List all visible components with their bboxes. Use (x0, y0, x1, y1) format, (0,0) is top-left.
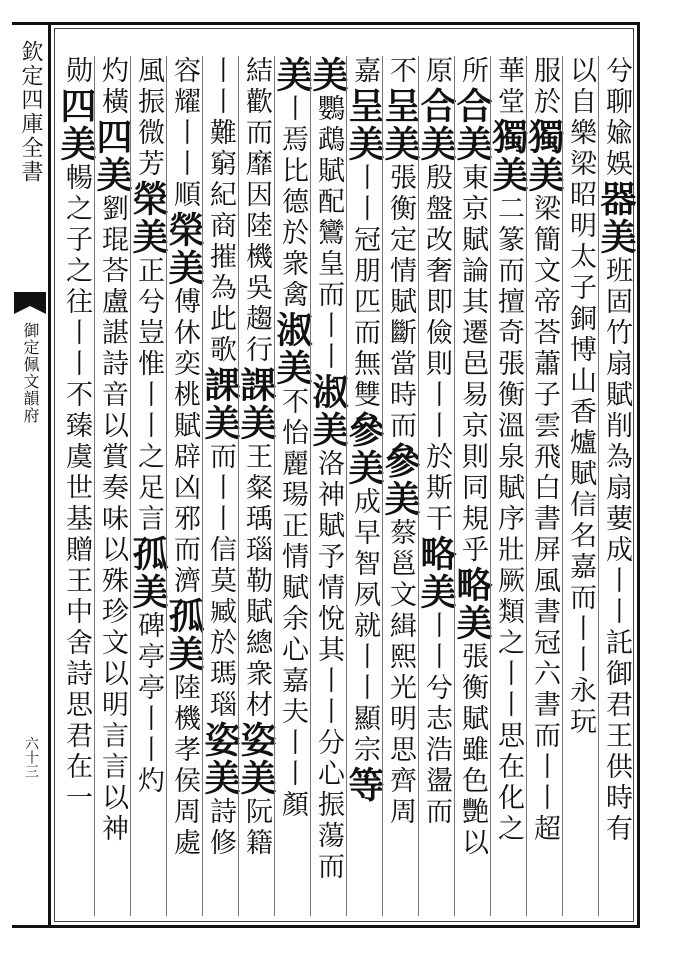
column-text: 班固竹扇賦削為扇葽成丨丨託御君王供時有 (601, 256, 632, 845)
column-text: 梁昭明太子銅博山香爐賦信名嘉而丨丨永玩 (565, 149, 596, 738)
headword: 榮美 (163, 211, 205, 287)
column-text: 風振微芳 (133, 56, 164, 180)
column-text: 暢之子之往丨丨不臻虞世基贈王中舍詩思君在一 (61, 163, 92, 814)
column-text: 不怡麗瑒正情賦余心嘉夫丨丨顏 (277, 387, 308, 821)
column-text: 丨焉比德於衆禽 (277, 94, 308, 311)
column-text: 張衡定情賦斷當時而 (385, 163, 416, 442)
headword: 淑美 (271, 311, 313, 387)
text-column (487, 56, 529, 916)
column-text: 東京賦論其遷邑易京則同規乎 (457, 163, 488, 566)
column-text: 嘉 (349, 56, 380, 87)
text-column (235, 56, 277, 916)
headword: 美 (307, 56, 349, 94)
column-text: 結歡而靡因陸機吳趨行 (241, 56, 272, 366)
headword: 孤美 (127, 535, 169, 611)
headword: 四美 (91, 118, 133, 194)
column-text: 不 (385, 56, 416, 87)
column-text: 梁簡文帝荅蕭子雲飛白書屏風書冠六書而丨丨超 (529, 194, 560, 845)
column-text: 服於 (529, 56, 560, 118)
headword: 獨美 (523, 118, 565, 194)
text-column (271, 56, 313, 916)
text-column (562, 56, 598, 916)
text-column (163, 56, 205, 916)
text-column (55, 56, 97, 916)
column-text: 陸機孝侯周處 (169, 673, 200, 859)
column-text: 所 (457, 56, 488, 87)
column-text: 勋 (61, 56, 92, 87)
headword: 呈美 (343, 87, 385, 163)
column-text: 王粲瑀瑙勒賦總衆材 (241, 442, 272, 721)
headword: 課美 (235, 366, 277, 442)
text-column (127, 56, 169, 916)
column-text: 丨丨難窮紀商摧為此歌 (205, 56, 236, 366)
text-column (343, 56, 385, 916)
text-column (199, 56, 241, 916)
text-column (523, 56, 565, 916)
column-text: 蔡邕文緝熙光明思齊周 (385, 518, 416, 828)
page-number: 六十三 (23, 736, 39, 778)
column-text: 兮聊婾娛 (601, 56, 632, 180)
headword: 姿美 (235, 721, 277, 797)
headword: 合美 (451, 87, 493, 163)
column-text: 二篆而擅奇張衡溫泉賦序壯厥類之丨丨思在化之 (493, 194, 524, 845)
headword: 等 (343, 766, 385, 804)
headword: 課美 (199, 366, 241, 442)
headword: 呈美 (379, 87, 421, 163)
text-columns (55, 56, 637, 916)
column-text: 華堂 (493, 56, 524, 118)
column-text: 正兮豈惟丨丨之足言 (133, 256, 164, 535)
headword: 參美 (343, 411, 385, 487)
headword: 榮美 (127, 180, 169, 256)
column-text: 劉琨荅盧諶詩音以賞奏味以殊珍文以明言言以神 (97, 194, 128, 845)
text-column (595, 56, 637, 916)
column-text: 洛神賦予情悅其丨丨分心振蕩而 (313, 449, 344, 883)
column-text: 詩修 (205, 797, 236, 859)
column-text: 容耀丨丨順 (169, 56, 200, 211)
headword: 器美 (595, 180, 637, 256)
headword: 四美 (55, 87, 97, 163)
column-text: 以自樂 (565, 56, 596, 149)
headword: 美 (271, 56, 313, 94)
headword: 略美 (415, 535, 457, 611)
headword: 合美 (415, 87, 457, 163)
headword: 孤美 (163, 597, 205, 673)
column-text: 丨丨兮志浩盪而 (421, 611, 452, 828)
column-text: 灼橫 (97, 56, 128, 118)
column-text: 張衡賦雖色艷以 (457, 642, 488, 859)
text-column (415, 56, 457, 916)
headword: 淑美 (307, 373, 349, 449)
headword: 略美 (451, 566, 493, 642)
text-column (307, 56, 349, 916)
book-title: 御定佩文韻府 (21, 322, 40, 424)
fishtail-notch-icon (14, 306, 46, 314)
headword: 參美 (379, 442, 421, 518)
column-text: 丨丨冠朋匹而無雙 (349, 163, 380, 411)
headword: 獨美 (487, 118, 529, 194)
column-text: 而丨丨信莫臧於瑪瑙 (205, 442, 236, 721)
column-text: 碑亭亭丨丨灼 (133, 611, 164, 797)
collection-title: 欽定四庫全書 (18, 40, 43, 184)
column-text: 傅休奕桃賦辟凶邪而濟 (169, 287, 200, 597)
text-column (451, 56, 493, 916)
column-text: 鸚鵡賦配鸞皇而丨丨 (313, 94, 344, 373)
column-text: 原 (421, 56, 452, 87)
column-text: 殷盤改奢即儉則丨丨於斯干 (421, 163, 452, 535)
headword: 姿美 (199, 721, 241, 797)
text-column (91, 56, 133, 916)
column-text: 成早智夙就丨丨顯宗 (349, 487, 380, 766)
column-text: 阮籍 (241, 797, 272, 859)
text-column (379, 56, 421, 916)
